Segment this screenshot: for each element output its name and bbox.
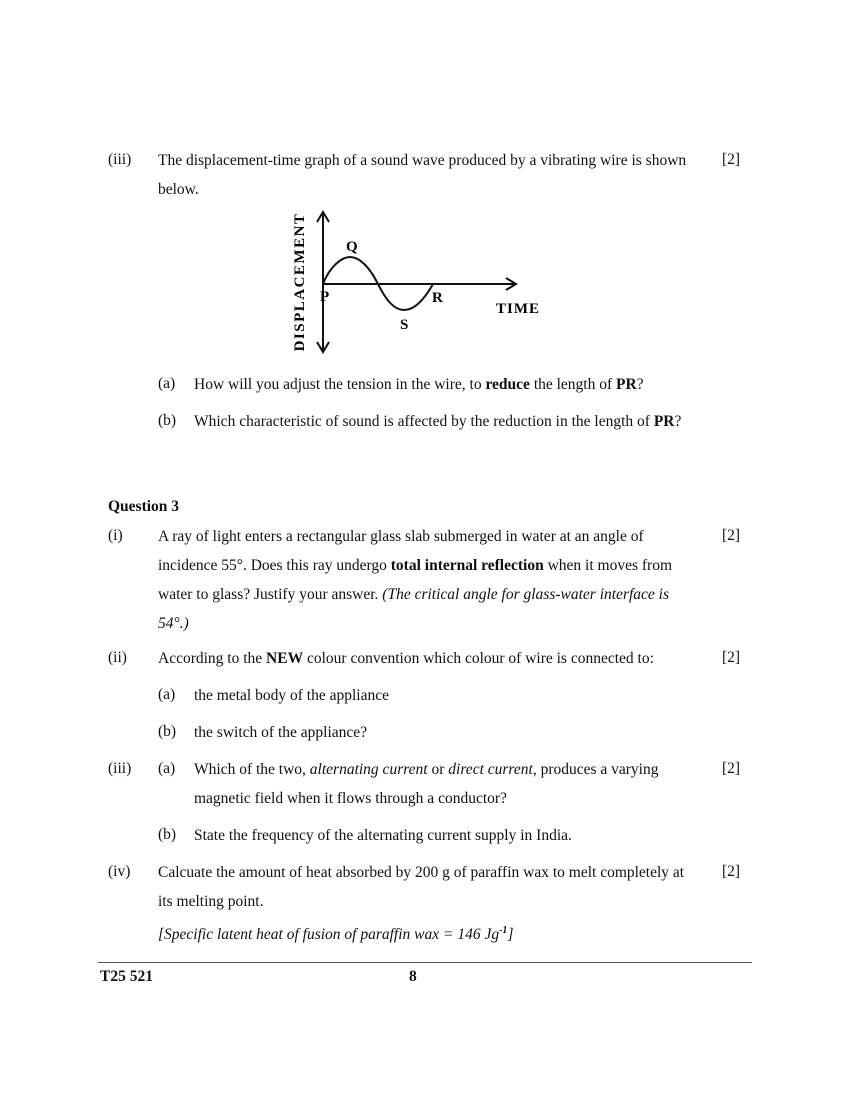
italic-run: direct current <box>448 761 533 778</box>
text-run: According to the <box>158 650 267 667</box>
subpart-a-text: the metal body of the appliance <box>194 687 389 704</box>
question-number: (iii) <box>108 760 132 777</box>
question-number: (iii) <box>108 151 132 168</box>
question-number: (iv) <box>108 863 131 880</box>
question-number: (i) <box>108 527 123 544</box>
marks: [2] <box>722 527 741 544</box>
subpart-b-text: the switch of the appliance? <box>194 724 368 741</box>
text-run: ? <box>636 376 644 393</box>
marks: [2] <box>722 649 741 666</box>
question-text: The displacement-time graph of a sound wave produced by a vibrating wire is shown below. <box>158 152 687 198</box>
y-axis-label: DISPLACEMENT <box>292 212 308 352</box>
text-run: ] <box>507 926 514 944</box>
bold-run: reduce <box>485 376 530 393</box>
text-run: or <box>427 761 449 778</box>
question-number: (ii) <box>108 649 127 666</box>
subpart-label: (b) <box>158 826 177 843</box>
superscript: -1 <box>499 925 508 936</box>
subpart-label: (a) <box>158 375 176 392</box>
question-text <box>158 522 693 638</box>
text-run: the length of <box>529 376 617 393</box>
point-s-label: S <box>400 317 409 333</box>
subpart-a-text <box>194 755 694 813</box>
marks: [2] <box>722 760 741 777</box>
subpart-label: (b) <box>158 723 177 740</box>
data-note <box>158 916 693 949</box>
question-text: Calcuate the amount of heat absorbed by 200 g of paraffin wax to melt completely at its melting point. <box>158 864 685 910</box>
footer-rule <box>98 962 752 963</box>
subpart-label: (a) <box>158 686 176 703</box>
displacement-time-graph <box>290 200 560 370</box>
italic-run: (The critical angle for glass-water interface is 54°.) <box>158 586 670 632</box>
point-q-label: Q <box>346 239 358 255</box>
paper-code: T25 521 <box>100 968 153 985</box>
question-text <box>158 644 693 673</box>
subpart-b-text: State the frequency of the alternating current supply in India. <box>194 827 572 844</box>
point-p-label: P <box>320 289 330 305</box>
marks: [2] <box>722 863 741 880</box>
text-run: Which of the two, <box>194 761 310 778</box>
page-number: 8 <box>409 968 417 985</box>
subpart-label: (a) <box>158 760 176 777</box>
text-run: Which characteristic of sound is affected by the reduction in the length of <box>194 413 654 430</box>
subpart-label: (b) <box>158 412 177 429</box>
text-run: when it moves from water to glass? Justify your answer. <box>158 557 673 603</box>
point-r-label: R <box>432 290 443 306</box>
subpart-b-text <box>194 407 694 436</box>
italic-run: alternating current <box>309 761 428 778</box>
x-axis-label: TIME <box>496 301 541 317</box>
text-run: ? <box>674 413 682 430</box>
subpart-a-text <box>194 370 694 399</box>
text-run: A ray of light enters a rectangular glass slab submerged in water at an angle of incidence 55°. Does this ray undergo <box>158 528 644 574</box>
text-run: colour convention which colour of wire is connected to: <box>303 650 654 667</box>
bold-run: PR <box>653 413 675 430</box>
bold-run: total internal reflection <box>390 557 544 574</box>
text-run: , produces a varying magnetic field when it flows through a conductor? <box>194 761 659 807</box>
text-run: [Specific latent heat of fusion of paraffin wax = 146 Jg <box>158 926 500 944</box>
bold-run: NEW <box>266 650 304 667</box>
bold-run: PR <box>616 376 637 393</box>
question-heading: Question 3 <box>108 498 180 515</box>
marks: [2] <box>722 151 741 168</box>
text-run: How will you adjust the tension in the wire, to <box>194 376 486 393</box>
